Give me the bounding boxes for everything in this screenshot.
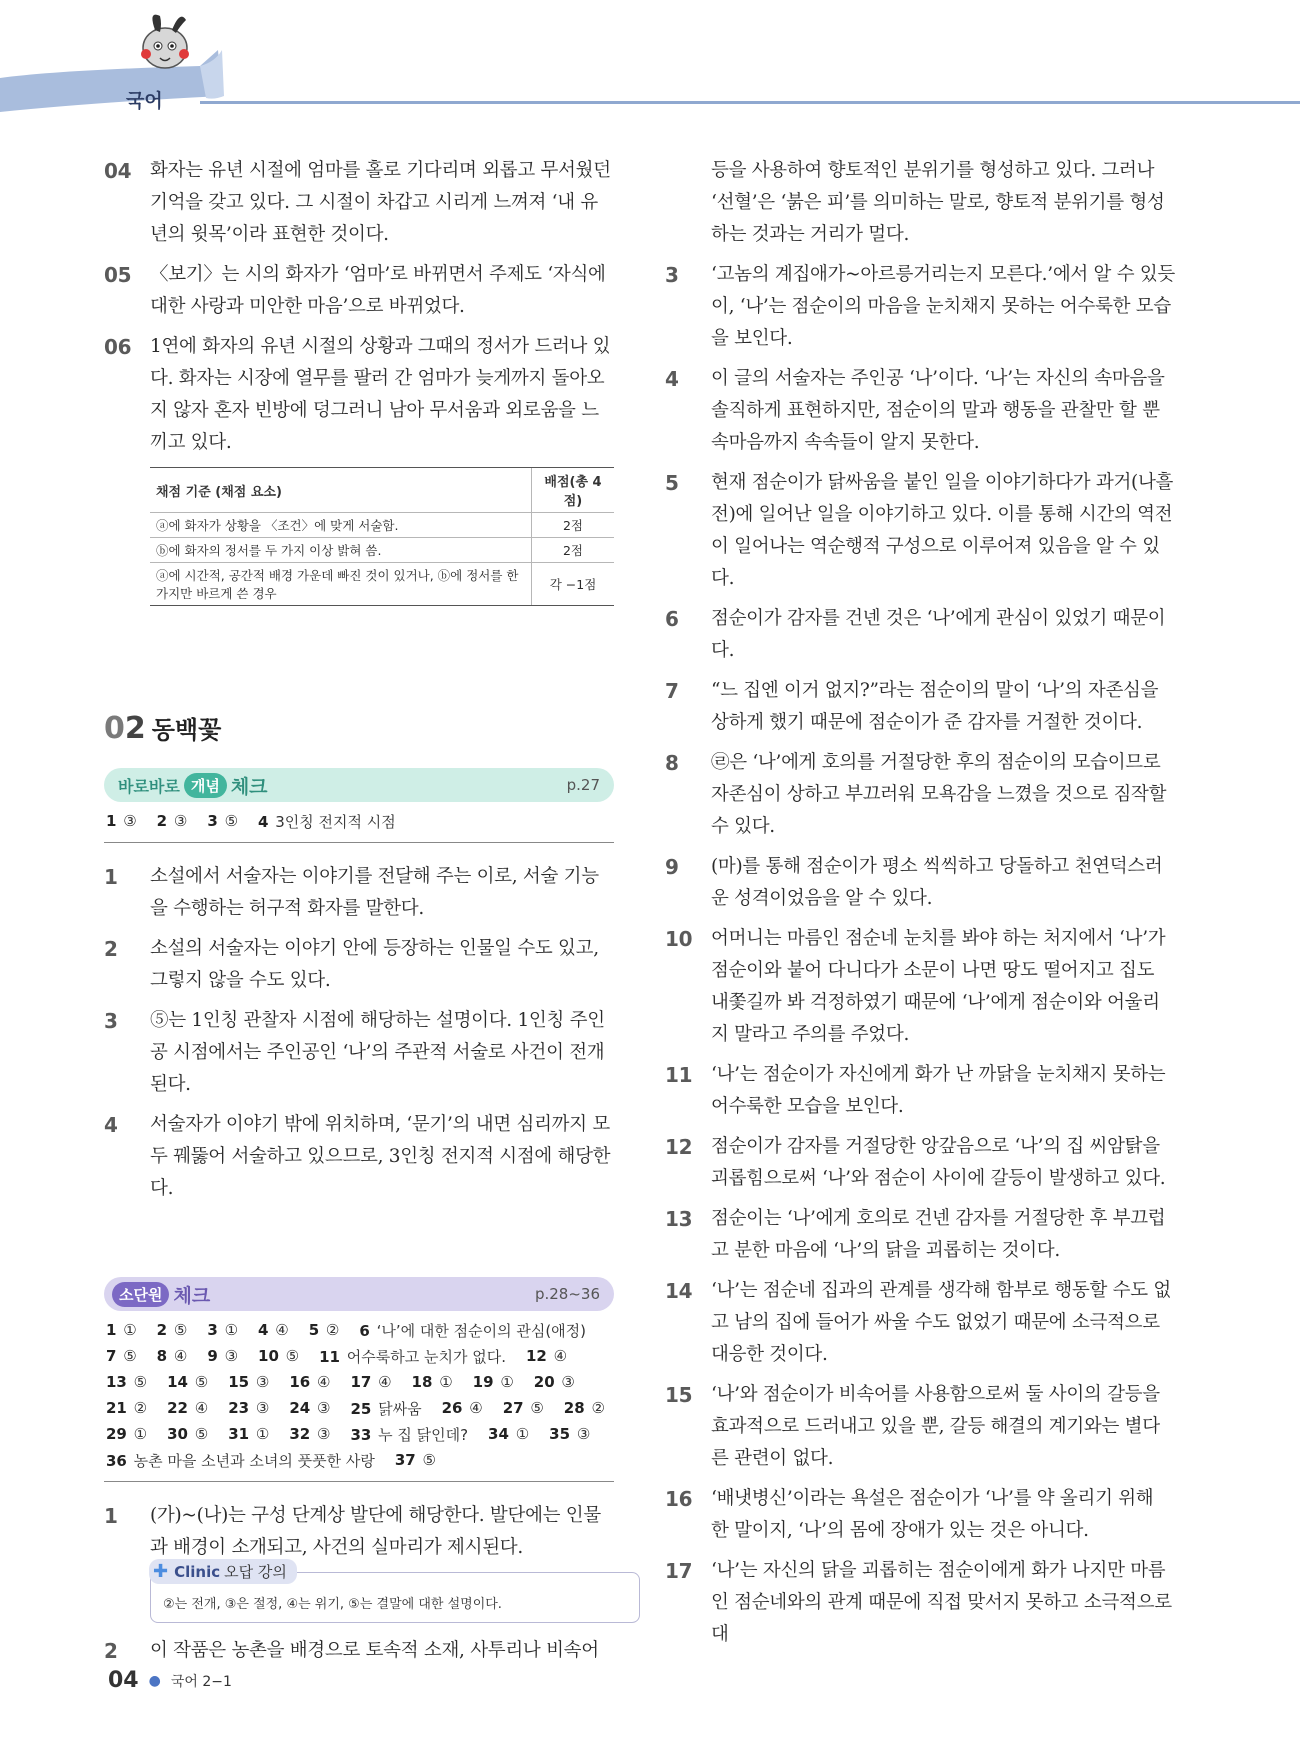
answer: 29 ①: [106, 1425, 148, 1443]
score-points: 2점: [532, 513, 615, 538]
unit-answers: [104, 1311, 614, 1482]
score-header-criteria: 채점 기준 (채점 요소): [150, 468, 532, 513]
continuation-text: 등을 사용하여 향토적인 분위기를 형성하고 있다. 그러나 ‘선혈’은 ‘붉은 피’를 의미하는 말로, 향토적 분위기를 형성하는 것과는 거리가 멀다.: [711, 160, 1165, 245]
explanation-item: [104, 933, 614, 997]
page-number: 04: [108, 1668, 139, 1693]
item-text: 〈보기〉는 시의 화자가 ‘엄마’로 바뀌면서 주제도 ‘자식에 대한 사랑과 미안한 마음’으로 바뀌었다.: [150, 264, 606, 317]
right-column: [665, 155, 1175, 1659]
section-number: 02: [104, 711, 146, 746]
answer: 25 닭싸움: [350, 1399, 422, 1418]
score-points: 각 −1점: [532, 563, 615, 606]
answer: 27 ⑤: [502, 1399, 544, 1417]
explanation-item: [665, 747, 1175, 843]
answer-row: [106, 1369, 614, 1395]
explanation-item: [665, 363, 1175, 459]
item-text: 점순이가 감자를 건넨 것은 ‘나’에게 관심이 있었기 때문이다.: [711, 608, 1166, 661]
banner-check: 체크: [173, 1284, 211, 1307]
item-number: 1: [104, 865, 118, 889]
answer: 21 ②: [106, 1399, 148, 1417]
item-number: 04: [104, 159, 132, 183]
item-text: 점순이는 ‘나’에게 호의로 건넨 감자를 거절당한 후 부끄럽고 분한 마음에 ‘나’의 닭을 괴롭히는 것이다.: [711, 1208, 1166, 1261]
answer: 1 ③: [106, 812, 137, 830]
score-row: [150, 563, 614, 606]
answer: 7 ⑤: [106, 1347, 137, 1365]
banner-pill: 소단원: [112, 1282, 169, 1307]
answer: 3 ⑤: [207, 812, 239, 830]
item-text: ‘배냇병신’이라는 욕설은 점순이가 ‘나’를 약 올리기 위해 한 말이지, ‘나’의 몸에 장애가 있는 것은 아니다.: [711, 1488, 1154, 1541]
item-number: 05: [104, 263, 132, 287]
explanation-item: [665, 675, 1175, 739]
left-column: [104, 155, 614, 1675]
concept-check-banner: [104, 768, 614, 802]
dot-icon: ●: [148, 1672, 161, 1689]
item-text: 소설의 서술자는 이야기 안에 등장하는 인물일 수도 있고, 그렇지 않을 수도 있다.: [150, 938, 599, 991]
answer: 11 어수룩하고 눈치가 없다.: [319, 1347, 506, 1366]
unit-item-1: 1 (가)~(나)는 구성 단계상 발단에 해당한다. 발단에는 인물과 배경이 소개되고, 사건의 실마리가 제시된다.: [104, 1504, 601, 1558]
item-number: 16: [665, 1487, 693, 1511]
answer: 36 농촌 마을 소년과 소녀의 풋풋한 사랑: [106, 1451, 375, 1470]
answer: 31 ①: [228, 1425, 270, 1443]
item-text: 현재 점순이가 닭싸움을 붙인 일을 이야기하다가 과거(나흘 전)에 일어난 일을 이야기하고 있다. 이를 통해 시간의 역전이 일어나는 역순행적 구성으로 이루어져 있음을 알 수 있다.: [711, 472, 1174, 589]
banner-page-ref: p.27: [566, 776, 600, 794]
explanation-item: [104, 331, 614, 459]
score-points: 2점: [532, 538, 615, 563]
item-text: “느 집엔 이거 없지?”라는 점순이의 말이 ‘나’의 자존심을 상하게 했기 때문에 점순이가 준 감자를 거절한 것이다.: [711, 680, 1159, 733]
mascot-icon: [141, 15, 189, 68]
answer-row: [106, 1343, 614, 1369]
answer: 35 ③: [549, 1425, 591, 1443]
item-number: 10: [665, 927, 693, 951]
explanation-item: [665, 259, 1175, 355]
concept-answers: [104, 802, 614, 843]
explanation-item: [665, 1379, 1175, 1475]
poem-items: [104, 155, 614, 459]
footer: [108, 1668, 232, 1693]
score-criteria: ⓑ에 화자의 정서를 두 가지 이상 밝혀 씀.: [150, 538, 532, 563]
section-title: [104, 710, 614, 746]
answer: 2 ③: [156, 812, 188, 830]
item-number: 5: [665, 471, 679, 495]
item-number: 2: [104, 937, 118, 961]
item-number: 8: [665, 751, 679, 775]
answer: 6 ‘나’에 대한 점순이의 관심(애정): [359, 1321, 587, 1340]
answer: 28 ②: [563, 1399, 605, 1417]
explanation-item: [104, 861, 614, 925]
item-number: 14: [665, 1279, 693, 1303]
explanation-item: [665, 1059, 1175, 1123]
book-title: 국어 2−1: [170, 1673, 232, 1690]
answer: 14 ⑤: [167, 1373, 209, 1391]
header-rule: [200, 101, 1300, 104]
clinic-box: [150, 1561, 640, 1623]
item-number: 13: [665, 1207, 693, 1231]
plus-icon: ✚: [153, 1561, 169, 1582]
item-text: 서술자가 이야기 밖에 위치하며, ‘문기’의 내면 심리까지 모두 꿰뚫어 서술하고 있으므로, 3인칭 전지적 시점에 해당한다.: [150, 1114, 611, 1199]
explanation-item: [104, 1005, 614, 1101]
item-number: 7: [665, 679, 679, 703]
answer: 4 3인칭 전지적 시점: [258, 812, 396, 831]
item-text: ‘나’와 점순이가 비속어를 사용함으로써 둘 사이의 갈등을 효과적으로 드러내고 있을 뿐, 갈등 해결의 계기와는 별다른 관련이 없다.: [711, 1384, 1160, 1469]
item-number: 15: [665, 1383, 693, 1407]
score-criteria: ⓐ에 시간적, 공간적 배경 가운데 빠진 것이 있거나, ⓑ에 정서를 한 가지만 바르게 쓴 경우: [150, 563, 532, 606]
item-text: 이 글의 서술자는 주인공 ‘나’이다. ‘나’는 자신의 속마음을 솔직하게 표현하지만, 점순이의 말과 행동을 관찰만 할 뿐 속마음까지 속속들이 알지 못한다.: [711, 368, 1165, 453]
item-number: 3: [665, 263, 679, 287]
item-text: ‘나’는 점순이가 자신에게 화가 난 까닭을 눈치채지 못하는 어수룩한 모습을 보인다.: [711, 1064, 1166, 1117]
score-row: [150, 513, 614, 538]
item-text: ‘나’는 점순네 집과의 관계를 생각해 함부로 행동할 수도 없고 남의 집에 들어가 싸울 수도 없었기 때문에 소극적으로 대응한 것이다.: [711, 1280, 1171, 1365]
explanation-item: [104, 259, 614, 323]
item-number: 4: [104, 1113, 118, 1137]
clinic-tag: ✚ Clinic 오답 강의: [149, 1559, 297, 1584]
item-text: ‘나’는 자신의 닭을 괴롭히는 점순이에게 화가 나지만 마름인 점순네와의 관계 때문에 직접 맞서지 못하고 소극적으로 대: [711, 1560, 1172, 1645]
item-number: 4: [665, 367, 679, 391]
answer: 22 ④: [167, 1399, 209, 1417]
explanation-item: [665, 1275, 1175, 1371]
item-text: (마)를 통해 점순이가 평소 씩씩하고 당돌하고 천연덕스러운 성격이었음을 알 수 있다.: [711, 856, 1163, 909]
answer: 24 ③: [289, 1399, 331, 1417]
answer-row: [106, 1421, 614, 1447]
answer: 16 ④: [289, 1373, 331, 1391]
answer: 20 ③: [533, 1373, 575, 1391]
banner-check: 체크: [230, 775, 268, 798]
score-header-points: 배점(총 4점): [532, 468, 615, 513]
answer: 2 ⑤: [156, 1321, 188, 1339]
explanation-item: [104, 1109, 614, 1205]
answer: 32 ③: [289, 1425, 331, 1443]
item-text: ⑤는 1인칭 관찰자 시점에 해당하는 설명이다. 1인칭 주인공 시점에서는 주인공인 ‘나’의 주관적 서술로 사건이 전개된다.: [150, 1010, 605, 1095]
answer: 23 ③: [228, 1399, 270, 1417]
answer: 3 ①: [207, 1321, 239, 1339]
item-text: 소설에서 서술자는 이야기를 전달해 주는 이로, 서술 기능을 수행하는 허구적 화자를 말한다.: [150, 866, 599, 919]
answer: 17 ④: [350, 1373, 392, 1391]
item-number: 17: [665, 1559, 693, 1583]
item-text: 어머니는 마름인 점순네 눈치를 봐야 하는 처지에서 ‘나’가 점순이와 붙어 다니다가 소문이 나면 땅도 떨어지고 집도 내쫓길까 봐 걱정하였기 때문에 ‘나’에게 점순이와 어울리지 말라고 주의를 주었다.: [711, 928, 1166, 1045]
item-text: ㉣은 ‘나’에게 호의를 거절당한 후의 점순이의 모습이므로 자존심이 상하고 부끄러워 모욕감을 느꼈을 것으로 짐작할 수 있다.: [711, 752, 1167, 837]
answer: 12 ④: [526, 1347, 568, 1365]
item-text: 화자는 유년 시절에 엄마를 홀로 기다리며 외롭고 무서웠던 기억을 갖고 있다. 그 시절이 차갑고 시리게 느껴져 ‘내 유년의 윗목’이라 표현한 것이다.: [150, 160, 611, 245]
item-text: 점순이가 감자를 거절당한 앙갚음으로 ‘나’의 집 씨암탉을 괴롭힘으로써 ‘나’와 점순이 사이에 갈등이 발생하고 있다.: [711, 1136, 1166, 1189]
explanation-item: [665, 1555, 1175, 1651]
score-table: [150, 467, 614, 606]
answer: 5 ②: [308, 1321, 340, 1339]
answer: 9 ③: [207, 1347, 239, 1365]
answer: 15 ③: [228, 1373, 270, 1391]
explanation-item: [665, 923, 1175, 1051]
answer: 30 ⑤: [167, 1425, 209, 1443]
score-criteria: ⓐ에 화자가 상황을 〈조건〉에 맞게 서술함.: [150, 513, 532, 538]
item-number: 12: [665, 1135, 693, 1159]
unit-item-2: 2 이 작품은 농촌을 배경으로 토속적 소재, 사투리나 비속어: [104, 1639, 599, 1663]
item-text: 1연에 화자의 유년 시절의 상황과 그때의 정서가 드러나 있다. 화자는 시장에 열무를 팔러 간 엄마가 늦게까지 돌아오지 않자 혼자 빈방에 덩그러니 남아 무서움과 외로움을 느끼고 있다.: [150, 336, 611, 453]
section-name: 동백꽃: [151, 716, 222, 744]
banner-pill: 개념: [184, 773, 227, 798]
answer: 33 누 집 닭인데?: [350, 1425, 469, 1444]
answer-row: [106, 1447, 614, 1473]
item-number: 3: [104, 1009, 118, 1033]
item-number: 6: [665, 607, 679, 631]
explanation-item: [665, 1483, 1175, 1547]
item-number: 06: [104, 335, 132, 359]
answer: 26 ④: [441, 1399, 483, 1417]
banner-page-ref: p.28~36: [534, 1285, 600, 1303]
item-number: 9: [665, 855, 679, 879]
explanation-item: [665, 1131, 1175, 1195]
unit-check-banner: [104, 1277, 614, 1311]
answer: 13 ⑤: [106, 1373, 148, 1391]
explanation-item: [104, 155, 614, 251]
right-items: [665, 259, 1175, 1651]
explanation-item: [665, 1203, 1175, 1267]
concept-items: [104, 861, 614, 1205]
explanation-item: [665, 851, 1175, 915]
header-subject: 국어: [126, 90, 163, 112]
answer-row: [106, 808, 614, 834]
answer: 37 ⑤: [394, 1451, 436, 1469]
banner-prefix: 바로바로: [118, 776, 180, 796]
answer: 8 ④: [156, 1347, 188, 1365]
answer-row: [106, 1395, 614, 1421]
answer: 34 ①: [488, 1425, 530, 1443]
item-number: 11: [665, 1063, 693, 1087]
explanation-item: [665, 467, 1175, 595]
score-row: [150, 538, 614, 563]
answer: 19 ①: [472, 1373, 514, 1391]
answer: 4 ④: [258, 1321, 289, 1339]
item-text: ‘고놈의 계집애가~아르릉거리는지 모른다.’에서 알 수 있듯이, ‘나’는 점순이의 마음을 눈치채지 못하는 어수룩한 모습을 보인다.: [711, 264, 1175, 349]
answer: 10 ⑤: [258, 1347, 300, 1365]
clinic-text: ②는 전개, ③은 절정, ④는 위기, ⑤는 결말에 대한 설명이다.: [163, 1597, 502, 1612]
answer-row: [106, 1317, 614, 1343]
answer: 1 ①: [106, 1321, 137, 1339]
explanation-item: [665, 603, 1175, 667]
answer: 18 ①: [411, 1373, 453, 1391]
